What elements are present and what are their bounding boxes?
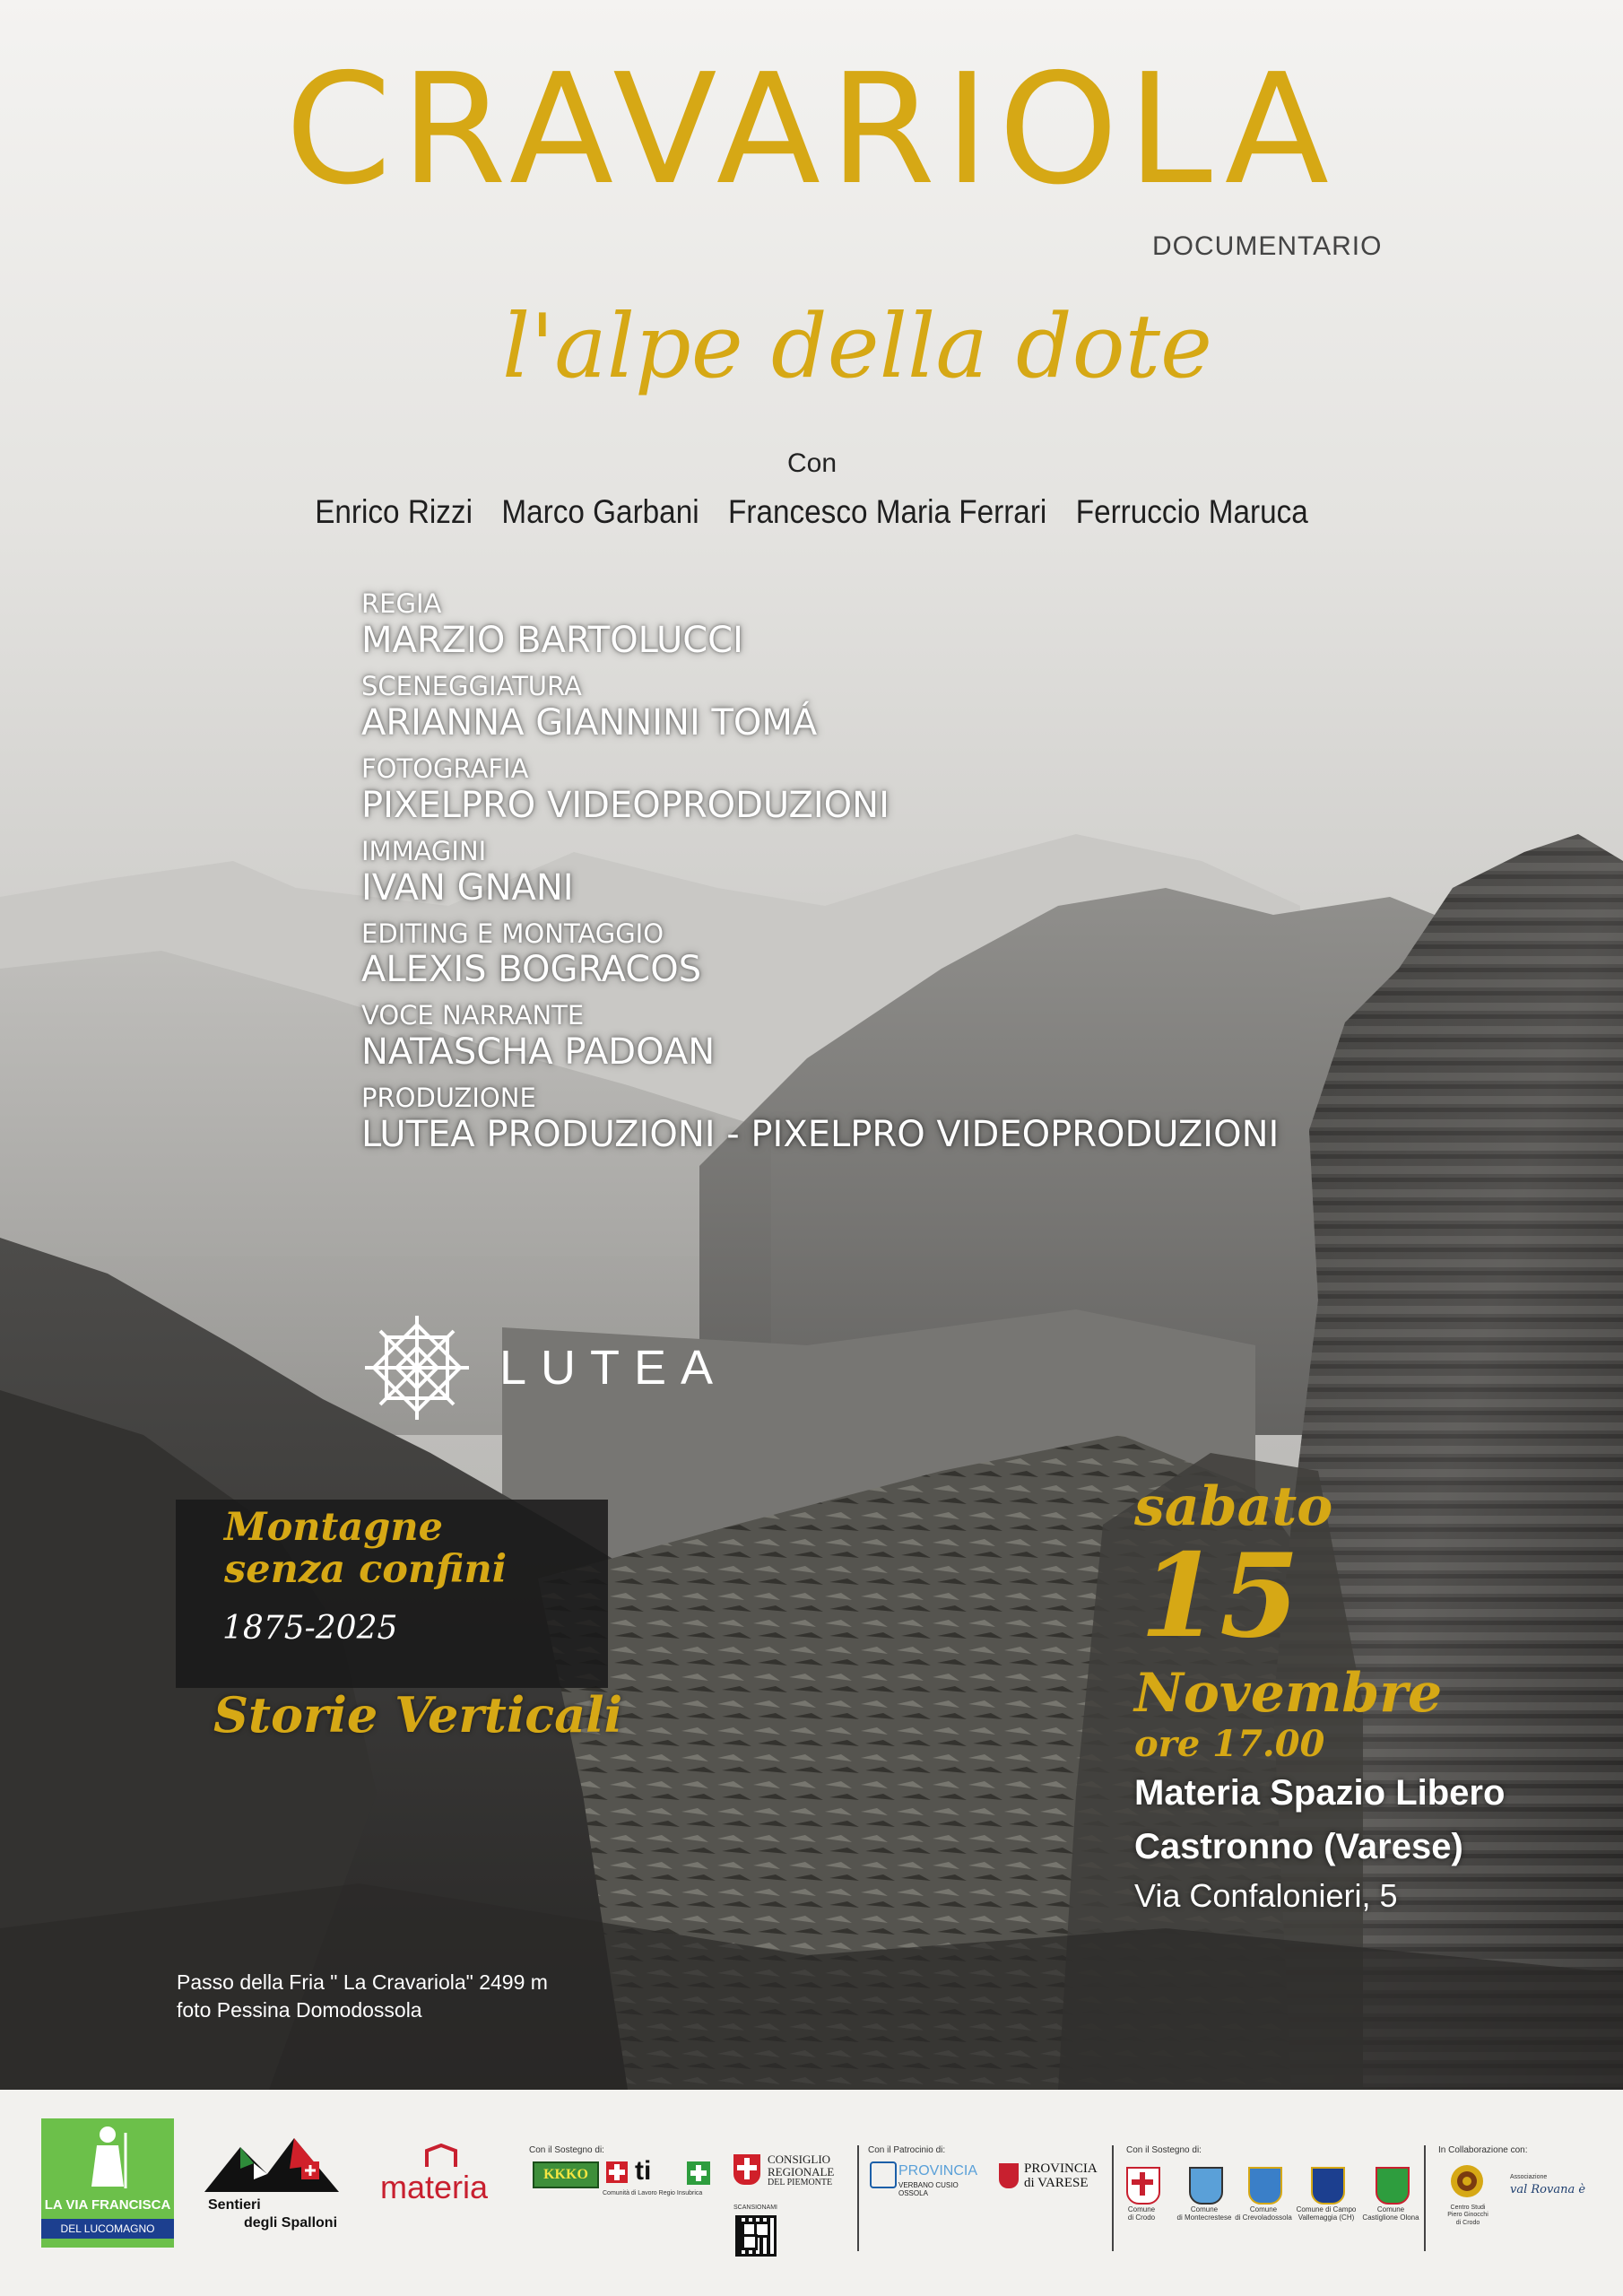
credit-role: REGIA [361, 588, 442, 619]
comune-label: Comune di Crodo [1127, 2205, 1156, 2222]
piemonte-crest-icon [733, 2154, 760, 2185]
scan-label: SCANSIONAMI [733, 2205, 778, 2211]
provincia-vco-sub: VERBANO CUSIO OSSOLA [898, 2181, 959, 2197]
credit-name: ARIANNA GIANNINI TOMÁ [361, 701, 818, 744]
footer-divider [1424, 2145, 1426, 2251]
series-line1: Montagne [224, 1505, 443, 1550]
provincia-vco-logo [870, 2161, 986, 2197]
credit-role: PRODUZIONE [361, 1083, 536, 1114]
associazione-label: Associazione [1510, 2174, 1548, 2180]
provincia-vco-name: PROVINCIA [898, 2163, 978, 2179]
cast-member: Enrico Rizzi [315, 493, 473, 530]
event-venue: Materia Spazio Libero [1134, 1772, 1506, 1813]
credit-name: PIXELPRO VIDEOPRODUZIONI [361, 784, 890, 826]
provincia-varese-logo [999, 2161, 1107, 2197]
event-info [1134, 1475, 1506, 1918]
sentieri-logo [204, 2129, 348, 2246]
via-francisca-line2: DEL LUCOMAGNO [41, 2219, 174, 2239]
credit-role: EDITING E MONTAGGIO [361, 918, 664, 949]
caption-line2: foto Pessina Domodossola [177, 1998, 422, 2022]
materia-word: materia [380, 2169, 489, 2205]
event-day: sabato [1134, 1475, 1333, 1538]
sentieri-line1: Sentieri [208, 2197, 261, 2213]
consiglio-line3: DEL PIEMONTE [768, 2178, 833, 2187]
event-date: 15 [1140, 1529, 1300, 1664]
credit-role: IMMAGINI [361, 835, 487, 866]
film-title: CRAVARIOLA [284, 41, 1339, 219]
materia-logo [377, 2144, 511, 2215]
comune-label: Comune Castiglione Olona [1362, 2205, 1419, 2222]
consiglio-line1: CONSIGLIO [768, 2152, 831, 2166]
via-francisca-logo [41, 2118, 174, 2248]
crevoladossola-crest-icon [1248, 2167, 1282, 2205]
series-name: Storie Verticali [213, 1686, 623, 1744]
pilgrim-icon [82, 2124, 133, 2192]
campo-vallemaggia-crest-icon [1311, 2167, 1345, 2205]
credit-name: MARZIO BARTOLUCCI [361, 619, 743, 661]
italy-flag-icon [606, 2161, 628, 2183]
cast-list [82, 493, 1542, 531]
interreg-text: KKKO [543, 2167, 588, 2182]
provincia-varese-line2: di VARESE [1024, 2176, 1089, 2190]
event-address: Via Confalonieri, 5 [1134, 1876, 1398, 1914]
credit-role: VOCE NARRANTE [361, 1000, 585, 1031]
comune-label: Comune di Crevoladossola [1235, 2205, 1292, 2222]
credit-item [361, 590, 1279, 662]
credit-item [361, 1084, 1279, 1156]
patronage-label: Con il Patrocinio di: [868, 2145, 946, 2155]
photo-caption [177, 1969, 548, 2024]
event-city: Castronno (Varese) [1134, 1826, 1463, 1866]
ti-logo: ti [635, 2156, 652, 2186]
film-subtitle: l'alpe della dote [502, 296, 1213, 398]
credit-item [361, 670, 1279, 744]
footer-divider [1112, 2145, 1114, 2251]
comune-label: Comune di Montecrestese [1176, 2205, 1232, 2222]
credit-name: IVAN GNANI [361, 866, 574, 909]
support-label-2: Con il Sostegno di: [1126, 2145, 1202, 2155]
comune-label: Comune di Campo Vallemaggia (CH) [1296, 2205, 1357, 2222]
footer-divider [857, 2145, 859, 2251]
lutea-logo [361, 1312, 727, 1423]
via-francisca-line1: LA VIA FRANCISCA [44, 2197, 171, 2213]
support-label: Con il Sostegno di: [529, 2145, 604, 2155]
sponsor-footer [0, 2090, 1623, 2296]
snowflake-icon [361, 1312, 473, 1423]
caption-line1: Passo della Fria " La Cravariola" 2499 m [177, 1970, 548, 1994]
cast-member: Francesco Maria Ferrari [728, 493, 1047, 530]
credit-name: LUTEA PRODUZIONI - PIXELPRO VIDEOPRODUZIONI [361, 1114, 1280, 1156]
vco-crest-icon [870, 2161, 897, 2188]
credit-item [361, 835, 1279, 909]
materia-mark-icon [423, 2144, 459, 2169]
with-label: Con [787, 448, 838, 478]
crodo-crest-icon [1126, 2167, 1160, 2205]
credit-item [361, 752, 1279, 827]
cast-member: Ferruccio Maruca [1075, 493, 1308, 530]
documentary-label: DOCUMENTARIO [1152, 231, 1383, 261]
sentieri-line2: degli Spalloni [244, 2215, 338, 2231]
series-title [224, 1507, 507, 1592]
lombardia-icon [687, 2161, 710, 2185]
val-rovana-logo: val Rovana è [1510, 2183, 1586, 2196]
cast-member: Marco Garbani [501, 493, 699, 530]
event-month: Novembre [1134, 1661, 1443, 1725]
qr-code-icon [735, 2215, 777, 2257]
series-line2: senza confini [224, 1547, 508, 1593]
event-time: ore 17.00 [1134, 1722, 1325, 1765]
castiglione-olona-crest-icon [1376, 2167, 1410, 2205]
consiglio-line2: REGIONALE [768, 2165, 835, 2179]
credit-name: ALEXIS BOGRACOS [361, 949, 702, 991]
lutea-wordmark: LUTEA [499, 1341, 728, 1395]
credit-role: SCENEGGIATURA [361, 670, 582, 701]
credits-list [361, 590, 1279, 1167]
consiglio-regionale-logo [733, 2152, 850, 2192]
credit-item [361, 1002, 1279, 1074]
credit-item [361, 920, 1279, 992]
provincia-varese-line1: PROVINCIA [1024, 2161, 1098, 2176]
credit-name: NATASCHA PADOAN [361, 1031, 716, 1074]
comunita-label: Comunità di Lavoro Regio Insubrica [603, 2190, 703, 2196]
series-years: 1875-2025 [222, 1610, 398, 1647]
montecrestese-crest-icon [1189, 2167, 1223, 2205]
interreg-logo [533, 2161, 599, 2188]
centro-studi-logo-icon [1449, 2163, 1485, 2199]
centro-studi-label: Centro Studi Piero Ginocchi di Crodo [1447, 2205, 1488, 2226]
collaboration-label: In Collaborazione con: [1438, 2145, 1528, 2155]
varese-crest-icon [999, 2163, 1019, 2188]
credit-role: FOTOGRAFIA [361, 752, 529, 784]
